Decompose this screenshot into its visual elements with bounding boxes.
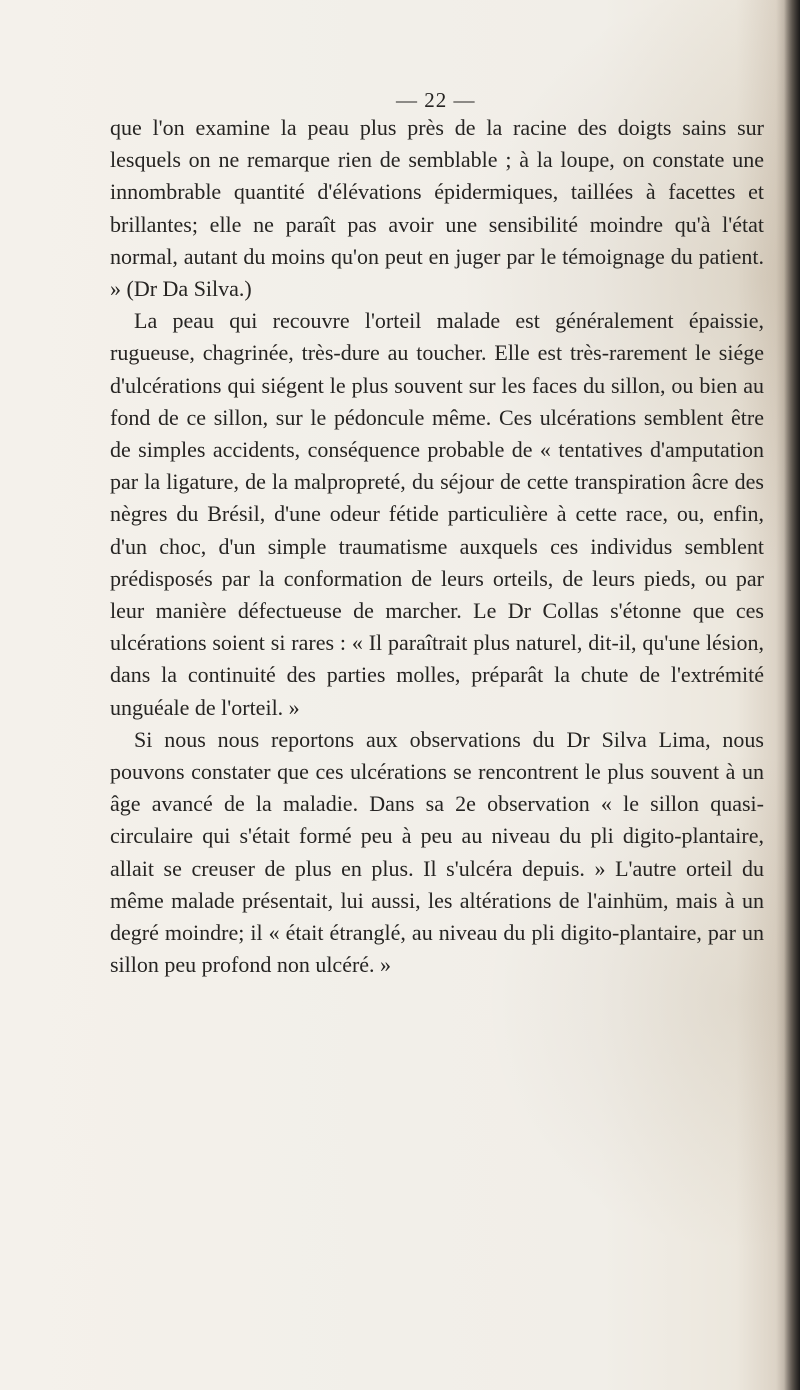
paragraph-1: que l'on examine la peau plus près de la racine des doigts sains sur lesquels on ne remarque rien de semblable ; à la loupe, on constate une innombrable quantité d'élévations épidermiques, taillées à facettes et brillantes; elle ne paraît pas avoir une sensibilité moindre qu'à l'état normal, autant du moins qu'on peut en juger par le témoignage du patient. » (Dr Da Silva.) xyxy=(110,115,764,302)
page-number: — 22 — xyxy=(396,88,476,112)
paragraph-2: La peau qui recouvre l'orteil malade est généralement épaissie, rugueuse, chagrinée, très-dure au toucher. Elle est très-rarement le siége d'ulcérations qui siégent le plus souvent sur les faces du sillon, ou bien au fond de ce sillon, sur le pédoncule même. Ces ulcérations semblent être de simples accidents, conséquence probable de « tentatives d'amputation par la ligature, de la malpropreté, du séjour de cette transpiration âcre des nègres du Brésil, d'une odeur fétide particulière à cette race, ou, enfin, d'un choc, d'un simple traumatisme auxquels ces individus semblent prédisposés par la conformation de leurs orteils, de leurs pieds, ou par leur manière défectueuse de marcher. Le Dr Collas s'étonne que ces ulcérations soient si rares : « Il paraîtrait plus naturel, dit-il, qu'une lésion, dans la continuité des parties molles, préparât la chute de l'extrémité unguéale de l'orteil. » xyxy=(110,308,764,720)
page-binding-edge xyxy=(784,0,800,1390)
body-text xyxy=(110,112,764,981)
paragraph-3: Si nous nous reportons aux observations du Dr Silva Lima, nous pouvons constater que ces ulcérations se rencontrent le plus souvent à un âge avancé de la maladie. Dans sa 2e observation « le sillon quasi-circulaire qui s'était formé peu à peu au niveau du pli digito-plantaire, allait se creuser de plus en plus. Il s'ulcéra depuis. » L'autre orteil du même malade présentait, lui aussi, les altérations de l'ainhüm, mais à un degré moindre; il « était étranglé, au niveau du pli digito-plantaire, par un sillon peu profond non ulcéré. » xyxy=(110,726,764,978)
